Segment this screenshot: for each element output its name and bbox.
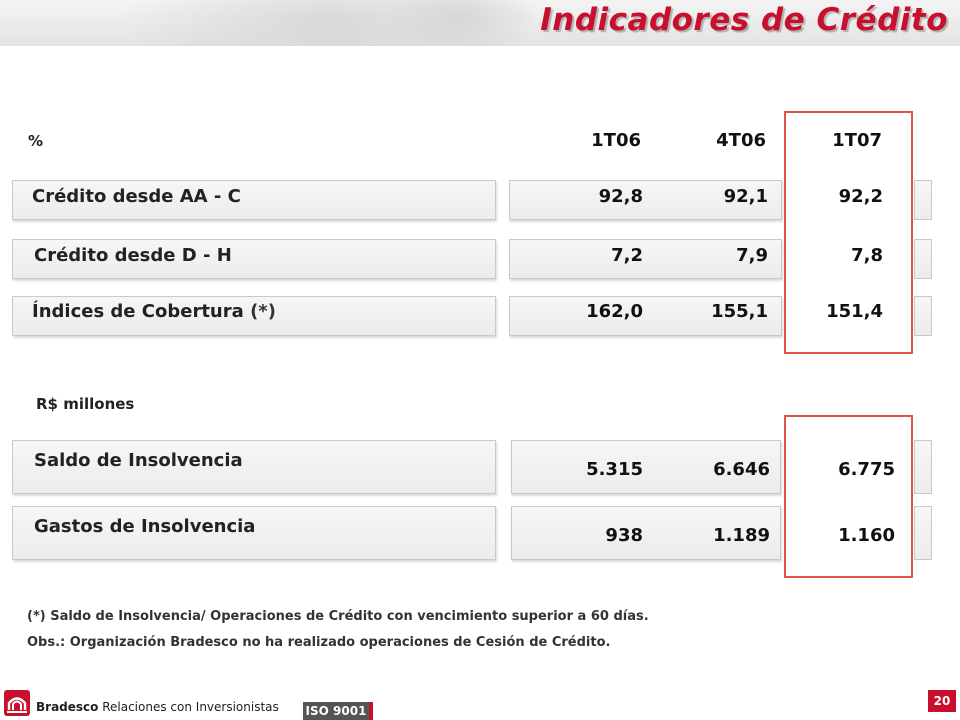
value-4t06: 155,1 <box>711 301 768 322</box>
row-stub-gastos-insolvencia <box>914 506 932 560</box>
column-header-4t06: 4T06 <box>716 130 766 151</box>
observation-note: Obs.: Organización Bradesco no ha realizado operaciones de Cesión de Crédito. <box>27 635 611 650</box>
value-4t06: 6.646 <box>713 459 770 480</box>
row-label-credito-d-h: Crédito desde D - H <box>34 245 232 266</box>
value-1t07: 151,4 <box>826 301 883 322</box>
millions-unit-label: R$ millones <box>36 395 135 413</box>
value-1t07: 1.160 <box>838 525 895 546</box>
row-stub-credito-aa-c <box>914 180 932 220</box>
row-stub-indices-cobertura <box>914 296 932 336</box>
value-1t06: 162,0 <box>586 301 643 322</box>
page-number: 20 <box>928 690 956 712</box>
value-1t07: 6.775 <box>838 459 895 480</box>
iso-badge: ISO 9001 <box>303 702 373 720</box>
value-1t07: 7,8 <box>851 245 883 266</box>
page-title: Indicadores de Crédito <box>540 2 948 38</box>
row-stub-credito-d-h <box>914 239 932 279</box>
value-1t06: 92,8 <box>598 186 643 207</box>
value-1t07: 92,2 <box>838 186 883 207</box>
value-1t06: 5.315 <box>586 459 643 480</box>
value-4t06: 7,9 <box>736 245 768 266</box>
percent-unit-label: % <box>28 132 44 150</box>
row-label-credito-aa-c: Crédito desde AA - C <box>32 186 241 207</box>
value-4t06: 1.189 <box>713 525 770 546</box>
footer-caption <box>36 700 279 714</box>
header-decoration-2 <box>380 0 540 46</box>
column-header-1t07: 1T07 <box>832 130 882 151</box>
value-1t06: 7,2 <box>611 245 643 266</box>
header-band <box>0 0 960 46</box>
highlight-1t07-millions <box>784 415 913 578</box>
row-stub-saldo-insolvencia <box>914 440 932 494</box>
footer-brand: Bradesco <box>36 700 99 714</box>
column-header-1t06: 1T06 <box>591 130 641 151</box>
highlight-1t07-percent <box>784 111 913 354</box>
row-label-text: Índices de Cobertura <box>32 301 244 322</box>
row-label-indices-cobertura <box>32 301 276 322</box>
value-4t06: 92,1 <box>723 186 768 207</box>
value-1t06: 938 <box>605 525 643 546</box>
bradesco-logo-icon <box>4 690 30 716</box>
footnote-marker: (*) <box>250 301 276 322</box>
footnote-insolvencia: (*) Saldo de Insolvencia/ Operaciones de Crédito con vencimiento superior a 60 días. <box>27 609 649 624</box>
row-label-saldo-insolvencia: Saldo de Insolvencia <box>34 450 243 471</box>
row-label-gastos-insolvencia: Gastos de Insolvencia <box>34 516 256 537</box>
footer-subtitle: Relaciones con Inversionistas <box>102 700 279 714</box>
